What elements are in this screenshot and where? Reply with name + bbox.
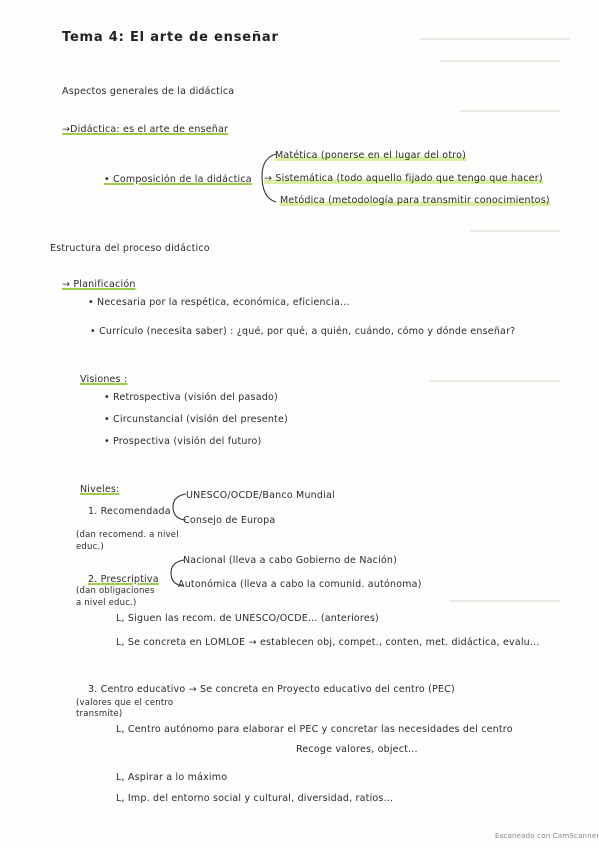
definition-line: →Didáctica: es el arte de enseñar <box>62 124 229 135</box>
nivel-3-note: (valores que el centro <box>76 698 174 708</box>
nivel-1-note: (dan recomend. a nivel <box>76 530 179 540</box>
planificacion-heading: → Planificación <box>62 279 136 290</box>
plan-item: • Necesaria por la respética, económica, eficiencia... <box>88 297 350 308</box>
nivel-3-sub: L, Aspirar a lo máximo <box>116 772 228 783</box>
branch-sistematica: → Sistemática (todo aquello fijado que tengo que hacer) <box>264 173 543 184</box>
section-heading: Estructura del proceso didáctico <box>50 243 210 254</box>
branch-matetica: Matética (ponerse en el lugar del otro) <box>275 150 467 161</box>
section-heading: Aspectos generales de la didáctica <box>62 86 235 97</box>
composition-label: • Composición de la didáctica <box>104 174 252 185</box>
nivel-2-branch: Nacional (lleva a cabo Gobierno de Nación) <box>183 555 398 566</box>
nivel-3-sub: L, Imp. del entorno social y cultural, diversidad, ratios... <box>116 793 394 804</box>
nivel-2-branch: Autonómica (lleva a cabo la comunid. autónoma) <box>178 579 422 590</box>
nivel-3-note: transmite) <box>76 709 123 719</box>
bleed-through <box>430 380 560 382</box>
nivel-2-note: (dan obligaciones <box>76 586 155 596</box>
nivel-1-label: 1. Recomendada <box>88 506 171 517</box>
nivel-1-branch: UNESCO/OCDE/Banco Mundial <box>186 490 335 501</box>
nivel-1-branch: Consejo de Europa <box>183 515 276 526</box>
bleed-through <box>450 600 560 602</box>
bleed-through <box>420 38 570 40</box>
nivel-2-note: a nivel educ.) <box>76 598 137 608</box>
bleed-through <box>440 60 560 62</box>
vision-item: • Circunstancial (visión del presente) <box>104 414 288 425</box>
nivel-2-sub: L, Siguen las recom. de UNESCO/OCDE... (anteriores) <box>116 613 379 624</box>
branch-metodica: Metódica (metodología para transmitir conocimientos) <box>280 195 550 206</box>
bleed-through <box>470 230 560 232</box>
scanner-watermark: Escaneado con CamScanner <box>495 832 599 840</box>
nivel-2-sub: L, Se concreta en LOMLOE → establecen obj, compet., conten, met. didáctica, evalu... <box>116 637 540 648</box>
bleed-through <box>460 110 560 112</box>
nivel-3-sub: L, Centro autónomo para elaborar el PEC y concretar las necesidades del centro <box>116 724 513 735</box>
page-title: Tema 4: El arte de enseñar <box>62 30 279 45</box>
vision-item: • Prospectiva (visión del futuro) <box>104 436 262 447</box>
nivel-3-sub: Recoge valores, object... <box>296 744 418 755</box>
nivel-3-label: 3. Centro educativo → Se concreta en Proyecto educativo del centro (PEC) <box>88 684 455 695</box>
vision-item: • Retrospectiva (visión del pasado) <box>104 392 278 403</box>
plan-item: • Currículo (necesita saber) : ¿qué, por qué, a quién, cuándo, cómo y dónde enseñar? <box>90 326 516 337</box>
nivel-1-note: educ.) <box>76 542 104 552</box>
niveles-heading: Niveles: <box>80 484 120 495</box>
nivel-2-label: 2. Prescriptiva <box>88 574 159 585</box>
visiones-heading: Visiones : <box>80 374 128 385</box>
